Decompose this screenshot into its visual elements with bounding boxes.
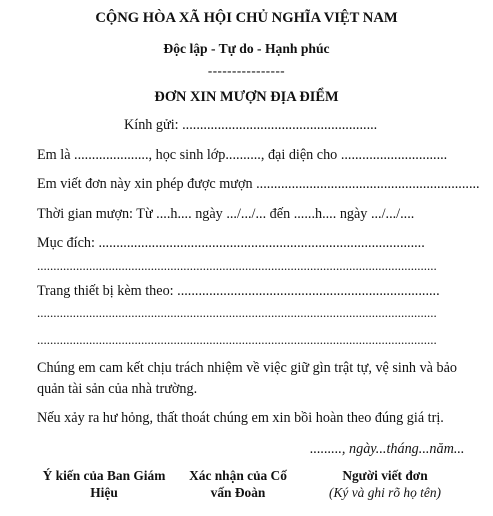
signature-block-union-advisor — [178, 467, 298, 501]
purpose-line: Mục đích: ............................................................................................ — [37, 235, 425, 251]
signature-title: vấn Đoàn — [210, 485, 266, 500]
signature-block-board — [34, 467, 174, 501]
date-line: ........., ngày...tháng...năm... — [310, 441, 465, 457]
equipment-continuation-line: ........................................................................................................................... — [37, 332, 437, 347]
signature-note: (Ký và ghi rõ họ tên) — [329, 485, 441, 500]
borrow-time-line: Thời gian mượn: Từ ....h.... ngày .../.../... đến ......h.... ngày .../.../.... — [37, 206, 415, 222]
signature-title: Ý kiến của Ban Giám — [42, 468, 166, 483]
purpose-continuation-line: ........................................................................................................................... — [37, 258, 437, 273]
signature-title: Hiệu — [90, 485, 118, 500]
signature-title: Xác nhận của Cố — [189, 468, 287, 483]
commitment-line: Chúng em cam kết chịu trách nhiệm về việc giữ gìn trật tự, vệ sinh và bảo — [37, 360, 457, 376]
equipment-line: Trang thiết bị kèm theo: .......................................................................... — [37, 283, 440, 299]
national-motto: Độc lập - Tự do - Hạnh phúc — [163, 41, 330, 56]
commitment-line: quản tài sản của nhà trường. — [37, 381, 198, 397]
signature-title: Người viết đơn — [342, 468, 428, 483]
nation-header: CỘNG HÒA XÃ HỘI CHỦ NGHĨA VIỆT NAM — [95, 10, 398, 26]
equipment-continuation-line: ........................................................................................................................... — [37, 305, 437, 320]
signature-block-author — [310, 467, 460, 484]
compensation-line: Nếu xảy ra hư hỏng, thất thoát chúng em xin bồi hoàn theo đúng giá trị. — [37, 410, 444, 426]
header-divider: ---------------- — [207, 63, 286, 78]
greeting-line: Kính gửi: ....................................................... — [124, 117, 378, 133]
document-title: ĐƠN XIN MƯỢN ĐỊA ĐIỂM — [154, 89, 339, 105]
intro-line: Em là ....................., học sinh lớp.........., đại diện cho .............................. — [37, 147, 448, 163]
request-line: Em viết đơn này xin phép được mượn ............................................................... — [37, 176, 480, 192]
